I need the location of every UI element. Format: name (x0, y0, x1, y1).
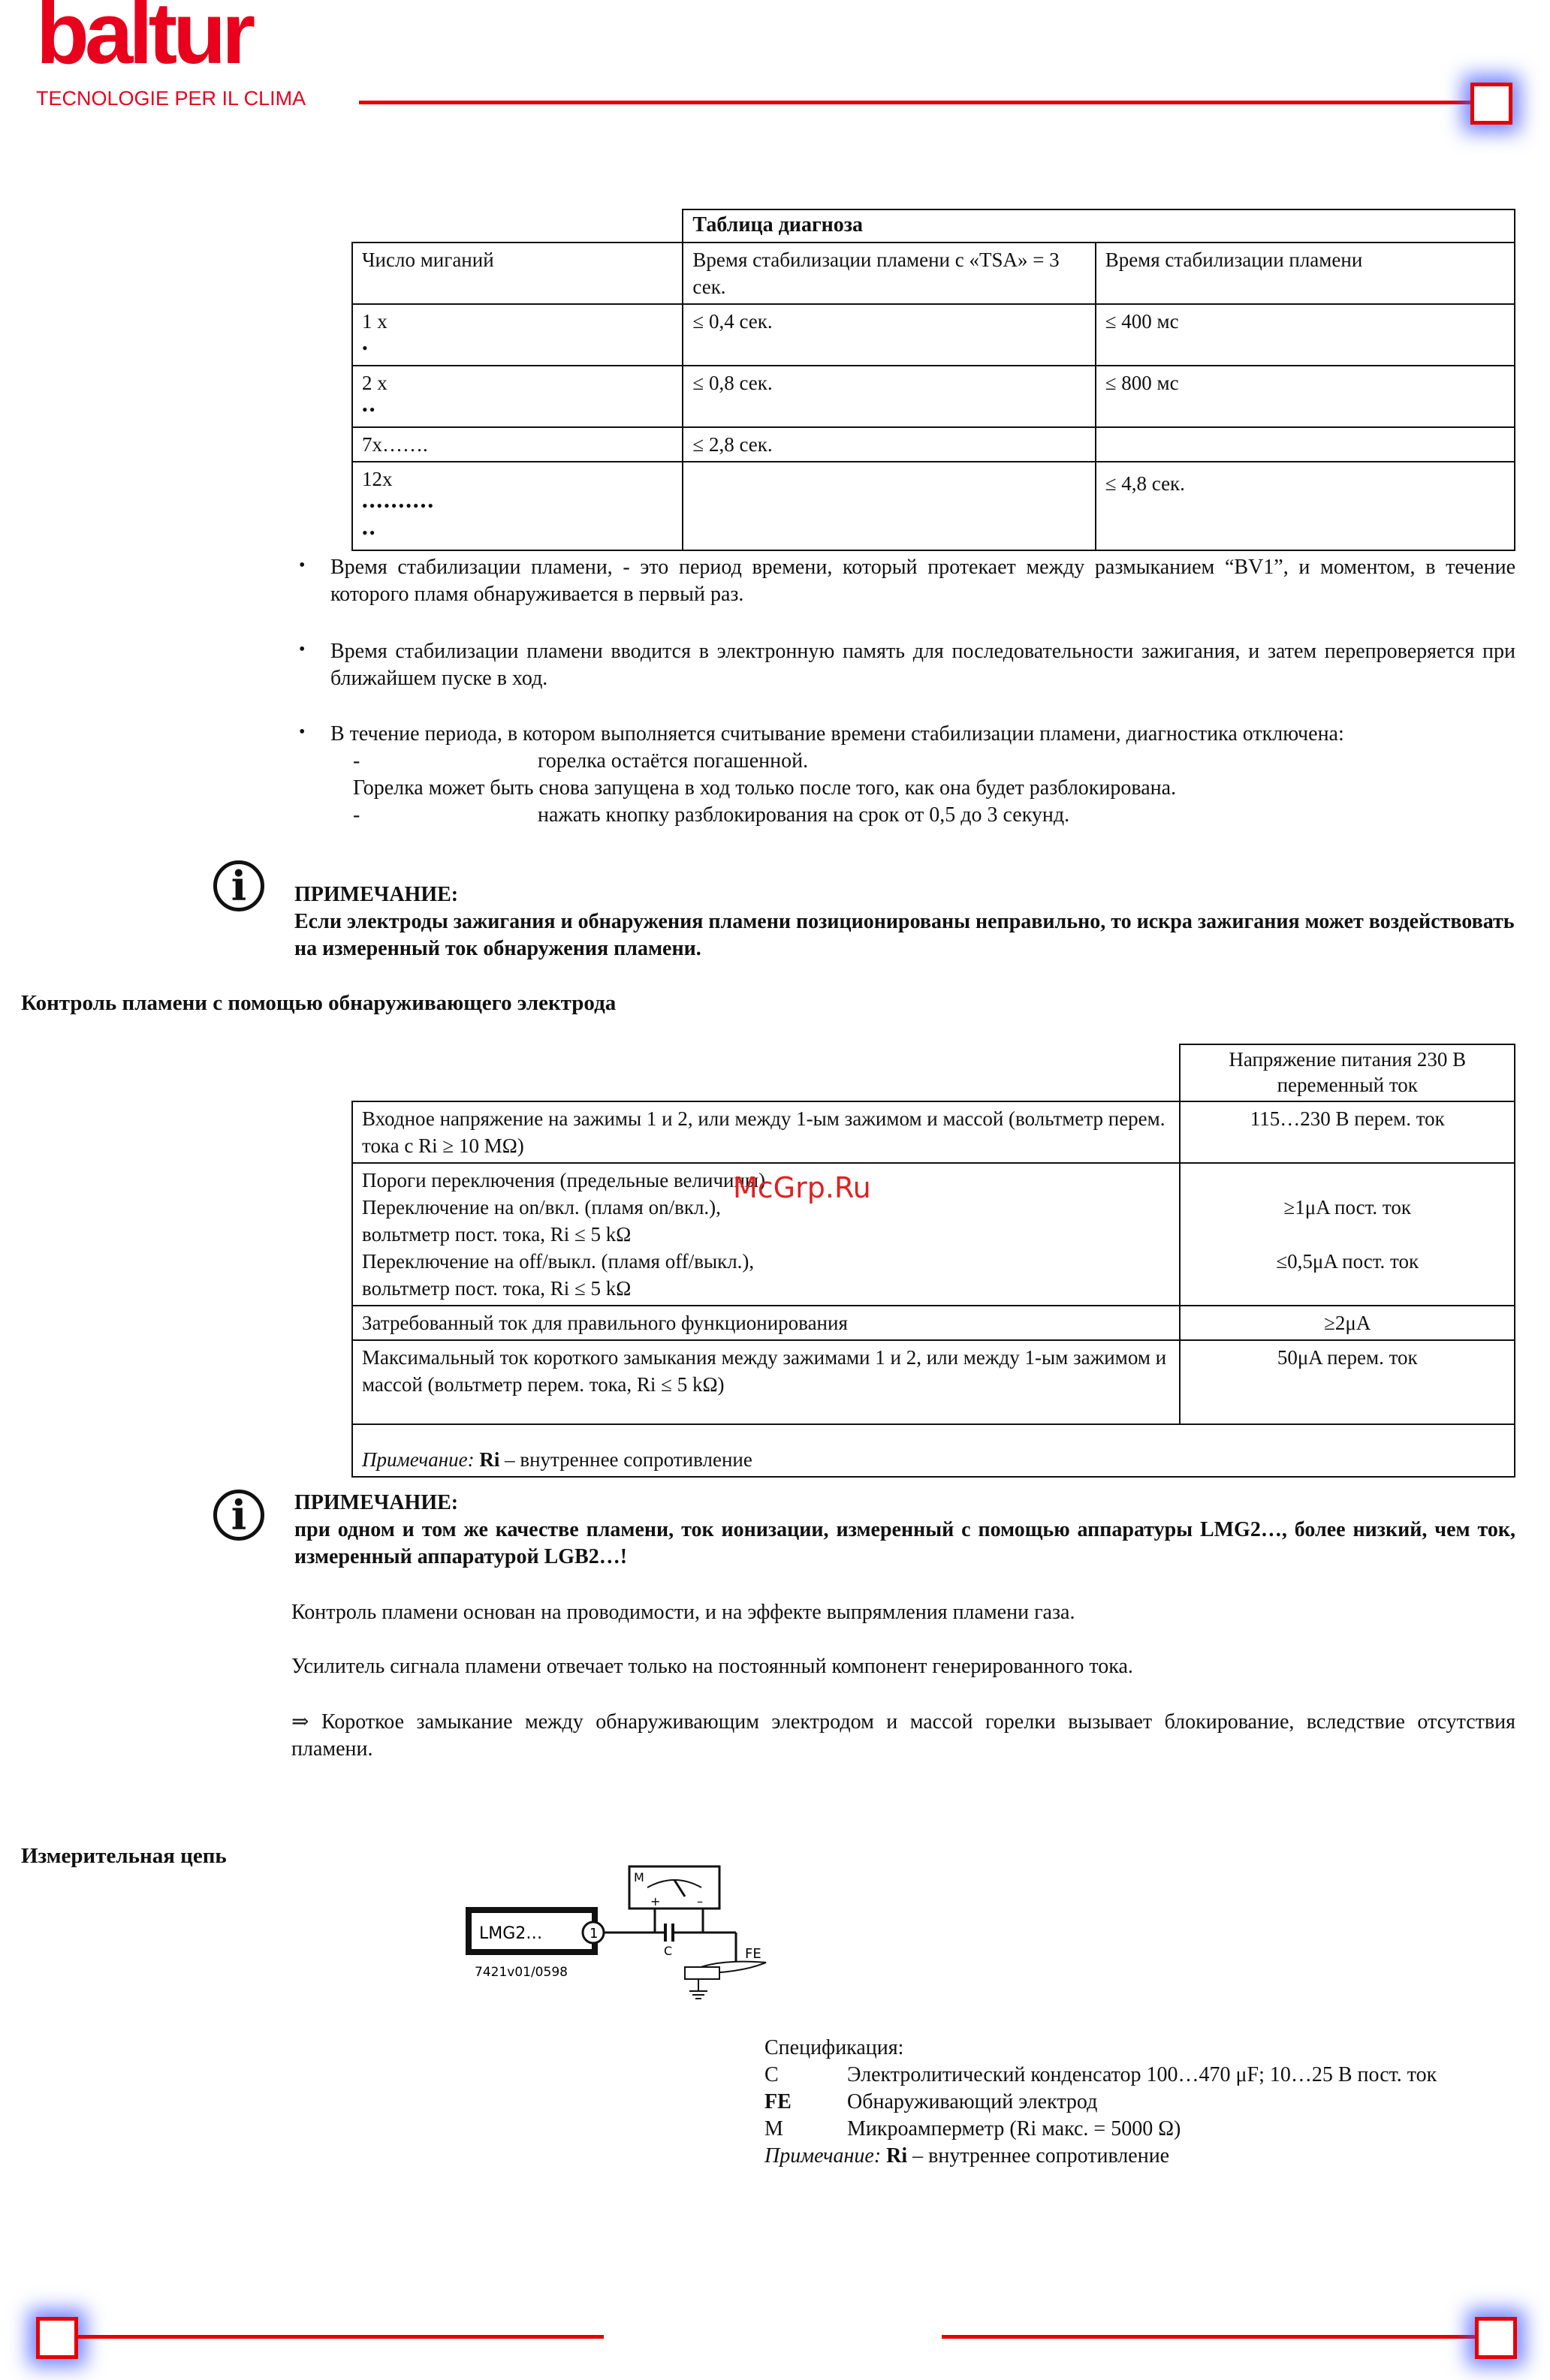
capacitor-label: C (664, 1944, 673, 1958)
bullet-dot: • (299, 722, 306, 742)
bullet-text: Время стабилизации пламени, - это период времени, который протекает между размыканием “BV1”, и моментом, в течение которого пламя обнаруживается в первый раз. (330, 556, 1515, 606)
blink-count: 2 х (362, 372, 388, 394)
blink-count: 12х (362, 468, 393, 490)
table-row (352, 1306, 1515, 1340)
dash-mark: - (353, 749, 360, 773)
table-row (352, 304, 1515, 366)
paragraph: ⇒ Короткое замыкание между обнаруживающим электродом и массой горелки вызывает блокирование, вследствие отсутствия пламени. (291, 1710, 1515, 1761)
watermark: McGrp.Ru (733, 1171, 871, 1204)
spec-text: Обнаруживающий электрод (847, 2090, 1098, 2113)
spec-text: Электролитический конденсатор 100…470 μF; 10…25 В пост. ток (847, 2063, 1437, 2086)
info-icon: i (213, 1490, 264, 1541)
diagnosis-table-title: Таблица диагноза (683, 209, 1515, 243)
blink-dots: • (362, 339, 369, 357)
blink-dots: •••••••••• (362, 496, 436, 515)
bullet-dot: • (299, 556, 306, 575)
note-label: Примечание: (362, 1448, 475, 1471)
spec-note (764, 2143, 1169, 2170)
paragraph: Усилитель сигнала пламени отвечает только на постоянный компонент генерированного тока. (291, 1655, 1133, 1678)
corner-mark-bottom-right (1475, 2317, 1517, 2359)
electrode-label: FE (745, 1946, 761, 1962)
value-on: ≥1μA пост. ток (1283, 1196, 1411, 1219)
param-cell: Максимальный ток короткого замыкания между зажимами 1 и 2, или между 1-ым зажимом и массой (вольтметр перем. тока, Ri ≤ 5 kΩ) (352, 1340, 1180, 1424)
sub-line: Горелка может быть снова запущена в ход только после того, как она будет разблокирована. (353, 776, 1177, 800)
footer-rule-left (78, 2335, 604, 2339)
spec-key: M (764, 2117, 783, 2140)
param-line: Переключение на off/выкл. (пламя off/выкл.), (362, 1250, 755, 1273)
value-off: ≤0,5μA пост. ток (1276, 1250, 1419, 1273)
section-title: Измерительная цепь (21, 1844, 227, 1868)
diagnosis-table (351, 209, 1515, 551)
tsa-value: ≤ 2,8 сек. (683, 427, 1095, 462)
param-cell: Затребованный ток для правильного функционирования (352, 1306, 1180, 1340)
meter-plus: + (650, 1894, 661, 1909)
meter-minus: – (697, 1894, 703, 1909)
note-title: ПРИМЕЧАНИЕ: (294, 883, 459, 906)
note-label: Примечание: (764, 2144, 882, 2168)
blink-dots: •• (362, 400, 377, 419)
sub-item: нажать кнопку разблокирования на срок от 0,5 до 3 секунд. (538, 803, 1070, 827)
stab-value: ≤ 400 мс (1096, 304, 1515, 366)
brand-logo: baltur (36, 0, 252, 82)
param-line: вольтметр пост. тока, Ri ≤ 5 kΩ (362, 1277, 632, 1300)
brand-tagline: TECNOLOGIE PER IL CLIMA (36, 87, 306, 110)
stab-value: ≤ 4,8 сек. (1096, 462, 1515, 550)
sub-item: горелка остаётся погашенной. (538, 749, 809, 773)
supply-voltage-header: Напряжение питания 230 В переменный ток (1180, 1044, 1515, 1101)
table-row (352, 366, 1515, 427)
tsa-value (683, 462, 1095, 550)
corner-mark-top-right (1470, 83, 1512, 125)
stab-value: ≤ 800 мс (1096, 366, 1515, 427)
meter-label: M (634, 1870, 644, 1884)
header-tsa-time: Время стабилизации пламени с «TSA» = 3 сек. (683, 243, 1095, 304)
note-text: Если электроды зажигания и обнаружения пламени позиционированы неправильно, то искра зажигания может воздействовать на измеренный ток обнаружения пламени. (294, 910, 1515, 960)
spec-key: C (764, 2063, 779, 2086)
param-line: Пороги переключения (предельные величины) (362, 1169, 766, 1192)
tsa-value: ≤ 0,4 сек. (683, 304, 1095, 366)
tsa-value: ≤ 0,8 сек. (683, 366, 1095, 427)
bullet-text: Время стабилизации пламени вводится в электронную память для последовательности зажигания, и затем перепроверяется при ближайшем пуске в ход. (330, 640, 1515, 690)
bullet-text: В течение периода, в котором выполняется считывание времени стабилизации пламени, диагностика отключена: (330, 722, 1344, 746)
note-text: – внутреннее сопротивление (499, 1448, 752, 1471)
header-stab-time: Время стабилизации пламени (1096, 243, 1515, 304)
corner-mark-bottom-left (36, 2317, 78, 2359)
paragraph: Контроль пламени основан на проводимости, и на эффекте выпрямления пламени газа. (291, 1601, 1075, 1624)
table-row (352, 462, 1515, 550)
device-label: LMG2… (479, 1924, 543, 1943)
note-ri: Ri (886, 2144, 908, 2168)
blink-count: 7х……. (352, 427, 683, 462)
header-blink-count: Число миганий (352, 243, 683, 304)
section-title: Контроль пламени с помощью обнаруживающего электрода (21, 991, 617, 1015)
measurement-circuit-diagram (451, 1862, 796, 2012)
terminal-label: 1 (590, 1926, 599, 1942)
diagram-code: 7421v01/0598 (475, 1965, 568, 1980)
blink-dots: •• (362, 523, 377, 542)
param-line: Переключение на on/вкл. (пламя on/вкл.), (362, 1196, 721, 1219)
table-row (352, 1101, 1515, 1163)
value-cell: 115…230 В перем. ток (1180, 1101, 1515, 1163)
spec-key: FE (764, 2090, 792, 2113)
info-icon: i (213, 860, 264, 911)
value-cell: 50μA перем. ток (1180, 1340, 1515, 1424)
value-cell: ≥2μA (1180, 1306, 1515, 1340)
note-text: – внутреннее сопротивление (907, 2144, 1170, 2168)
param-line: вольтметр пост. тока, Ri ≤ 5 kΩ (362, 1223, 632, 1246)
bullet-dot: • (299, 640, 306, 659)
flame-control-table (351, 1044, 1515, 1478)
table-row (352, 427, 1515, 462)
stab-value (1096, 427, 1515, 462)
table-row (352, 1340, 1515, 1424)
note-text: при одном и том же качестве пламени, ток ионизации, измеренный с помощью аппаратуры LMG2…, более низкий, чем ток, измеренный аппаратурой LGB2…! (294, 1518, 1515, 1568)
spec-title: Спецификация: (764, 2036, 904, 2059)
note-ri: Ri (479, 1448, 500, 1471)
footer-rule-right (942, 2335, 1475, 2339)
table-note-row (352, 1424, 1515, 1477)
table-row (352, 1163, 1515, 1306)
dash-mark: - (353, 803, 360, 827)
param-cell: Входное напряжение на зажимы 1 и 2, или между 1-ым зажимом и массой (вольтметр перем. тока с Ri ≥ 10 MΩ) (352, 1101, 1180, 1163)
blink-count: 1 х (362, 310, 388, 333)
note-title: ПРИМЕЧАНИЕ: (294, 1491, 459, 1514)
spec-text: Микроамперметр (Ri макс. = 5000 Ω) (847, 2117, 1181, 2140)
header-rule (359, 101, 1470, 104)
